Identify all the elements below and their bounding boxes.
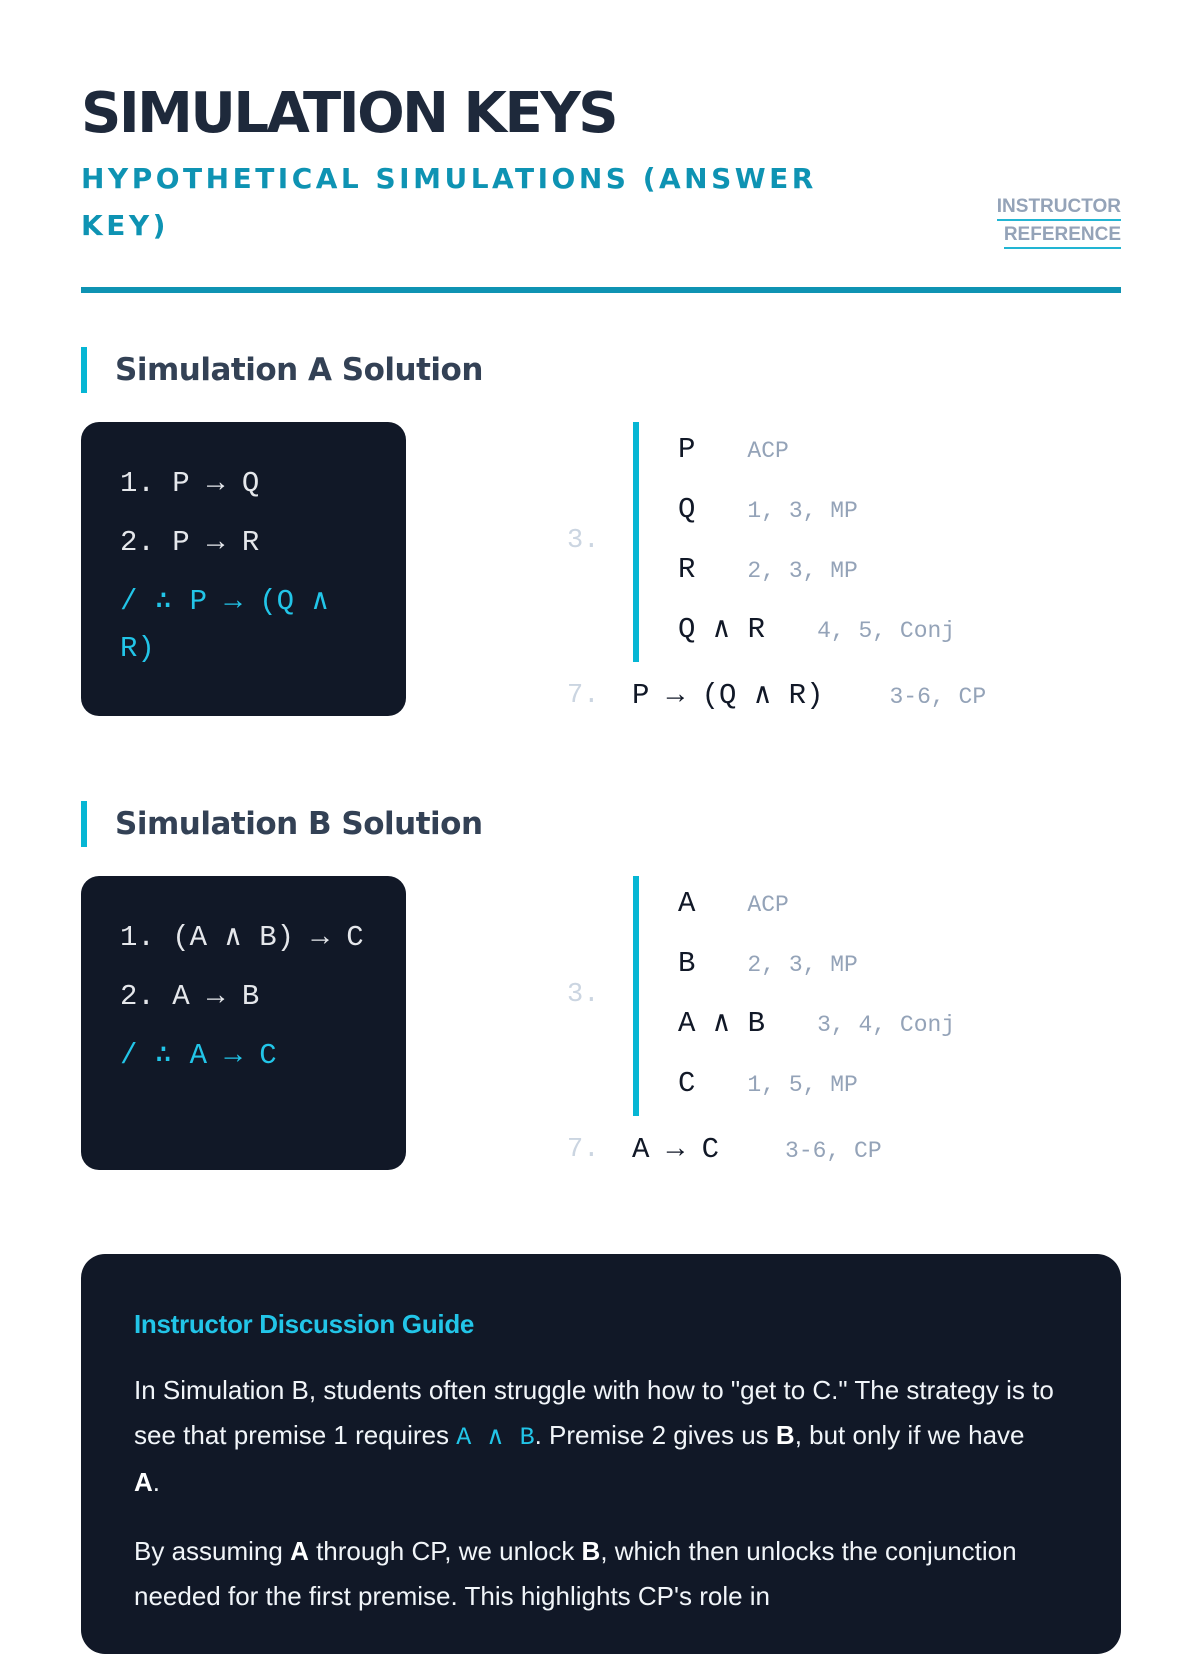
final-line-number: 7.: [567, 681, 600, 711]
proof-formula: R: [678, 553, 696, 586]
proof-justification: 2, 3, MP: [747, 558, 858, 584]
proof-row: [678, 553, 858, 590]
proof-formula: Q: [678, 493, 696, 526]
guide-bold: B: [581, 1536, 601, 1566]
proof-row: [678, 947, 858, 984]
instructor-reference-line2: REFERENCE: [1004, 223, 1121, 249]
instructor-reference-line1: INSTRUCTOR: [997, 195, 1121, 221]
proof-justification: ACP: [747, 892, 789, 918]
section-heading-simulation-b: Simulation B Solution: [81, 801, 681, 847]
guide-bold: A: [134, 1467, 153, 1497]
proof-formula: A: [678, 887, 696, 920]
subproof-line-number: 3.: [567, 980, 600, 1010]
subproof-bar: [633, 422, 639, 662]
proof-final-row: [632, 679, 986, 716]
guide-text: . Premise 2 gives us: [534, 1420, 776, 1450]
proof-row: [678, 433, 789, 470]
page-subtitle: HYPOTHETICAL SIMULATIONS (ANSWER KEY): [81, 162, 817, 242]
guide-paragraph: [134, 1529, 1054, 1619]
proof-formula: Q ∧ R: [678, 613, 766, 646]
premise-card-simulation-b: [81, 876, 406, 1170]
proof-final-row: [632, 1133, 882, 1170]
conclusion-line: / ∴ A → C: [120, 1039, 277, 1072]
premise-line: 2. A → B: [120, 980, 260, 1013]
proof-row: [678, 613, 955, 650]
proof-justification: ACP: [747, 438, 789, 464]
proof-justification: 4, 5, Conj: [817, 618, 956, 644]
section-heading-simulation-a: Simulation A Solution: [81, 347, 681, 393]
subproof-line-number: 3.: [567, 526, 600, 556]
guide-text: .: [152, 1467, 161, 1497]
proof-row: [678, 1067, 858, 1104]
proof-row: [678, 493, 858, 530]
proof-formula: P → (Q ∧ R): [632, 679, 824, 712]
guide-text: through CP, we unlock: [308, 1536, 582, 1566]
guide-title: Instructor Discussion Guide: [134, 1309, 475, 1339]
proof-justification: 3-6, CP: [785, 1138, 882, 1164]
premise-line: 2. P → R: [120, 526, 260, 559]
guide-paragraph: [134, 1368, 1054, 1505]
proof-row: [678, 887, 789, 924]
page-title: SIMULATION KEYS: [81, 81, 617, 146]
proof-justification: 3, 4, Conj: [817, 1012, 956, 1038]
header-divider: [81, 287, 1121, 293]
proof-formula: A ∧ B: [678, 1007, 766, 1040]
guide-formula: A ∧ B: [456, 1423, 535, 1452]
instructor-discussion-guide: [81, 1254, 1121, 1654]
proof-justification: 3-6, CP: [889, 684, 987, 710]
premise-card-simulation-a: [81, 422, 406, 716]
proof-justification: 1, 5, MP: [747, 1072, 858, 1098]
proof-justification: 1, 3, MP: [747, 498, 858, 524]
proof-formula: A → C: [632, 1133, 720, 1166]
proof-formula: C: [678, 1067, 696, 1100]
guide-bold: A: [290, 1536, 309, 1566]
final-line-number: 7.: [567, 1135, 600, 1165]
proof-formula: P: [678, 433, 696, 466]
proof-justification: 2, 3, MP: [747, 952, 858, 978]
premise-line: 1. P → Q: [120, 467, 260, 500]
premise-line: 1. (A ∧ B) → C: [120, 921, 364, 954]
conclusion-line: / ∴ P → (Q ∧ R): [120, 585, 329, 665]
guide-text: , which then unlocks the conjunction needed for the first premise. This highlights CP's role in: [134, 1536, 1017, 1611]
guide-text: By assuming: [134, 1536, 291, 1566]
instructor-reference-link[interactable]: [997, 193, 1121, 249]
proof-row: [678, 1007, 955, 1044]
subproof-bar: [633, 876, 639, 1116]
guide-text: In Simulation B, students often struggle with how to "get to C." The strategy is to see that premise 1 requires: [134, 1375, 1054, 1450]
proof-formula: B: [678, 947, 696, 980]
guide-text: , but only if we have: [794, 1420, 1025, 1450]
guide-bold: B: [775, 1420, 795, 1450]
